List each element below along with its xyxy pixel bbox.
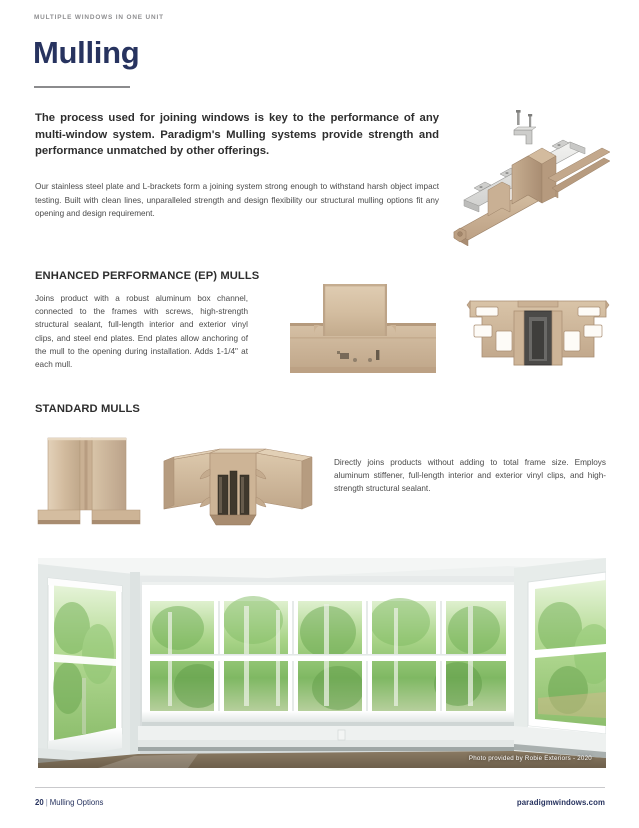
isometric-mull-assembly-figure — [452, 104, 610, 246]
footer-page-number: 20 — [35, 798, 44, 807]
intro-lede: The process used for joining windows is key to the performance of any multi-window system. Paradigm's Mulling systems provide strength and performance unmatched by other offerings. — [35, 112, 439, 158]
footer-website[interactable]: paradigmwindows.com — [516, 798, 605, 807]
photo-credit: Photo provided by Robie Exteriors - 2020 — [468, 755, 592, 762]
section-heading-ep-mulls: ENHANCED PERFORMANCE (EP) MULLS — [35, 270, 260, 282]
aluminum-stiffener-cavity — [218, 471, 249, 515]
footer-section-label: Mulling Options — [49, 798, 104, 807]
footer-divider — [35, 787, 605, 788]
isometric-mull-assembly-svg — [452, 104, 610, 246]
page-title: Mulling — [33, 35, 140, 70]
footer-page-info — [35, 798, 103, 807]
standard-mull-cutaway-figure — [152, 443, 314, 529]
interior-room-photo-svg — [38, 558, 606, 768]
right-window — [528, 572, 606, 748]
section-body-ep-mulls: Joins product with a robust aluminum box channel, connected to the frames with screws, high-strength structural sealant, full-length interior and exterior vinyl clips, and steel end plates. End plates allow anchoring of the mull to the opening during installation. Adds 1-1/4" at each mull. — [35, 294, 248, 370]
standard-mull-profile-figure — [36, 432, 144, 529]
screw-fasteners — [514, 110, 536, 144]
ep-mull-cross-section-svg — [466, 287, 610, 373]
intro-body: Our stainless steel plate and L-brackets form a joining system strong enough to withstand harsh object impact testing. Built with clean lines, unparalleled strength and design flexibility our structural mulling options fit any opening and design requirement. — [35, 182, 439, 219]
ep-mull-profile-svg — [290, 281, 436, 373]
title-divider — [34, 86, 130, 88]
standard-mull-profile-svg — [36, 432, 144, 529]
footer-separator: | — [45, 798, 48, 807]
ep-mull-profile-figure — [290, 281, 436, 373]
section-heading-standard-mulls: STANDARD MULLS — [35, 403, 140, 415]
left-window — [48, 578, 122, 760]
standard-mull-cutaway-svg — [152, 443, 314, 529]
section-body-standard-mulls: Directly joins products without adding to total frame size. Employs aluminum stiffener, full-length interior and exterior vinyl clips, and high-strength structural sealant. — [334, 458, 606, 494]
ep-mull-cross-section-figure — [466, 287, 610, 373]
center-mulled-window-unit — [142, 582, 514, 726]
interior-room-photo — [38, 558, 606, 768]
page-eyebrow: MULTIPLE WINDOWS IN ONE UNIT — [34, 14, 164, 21]
